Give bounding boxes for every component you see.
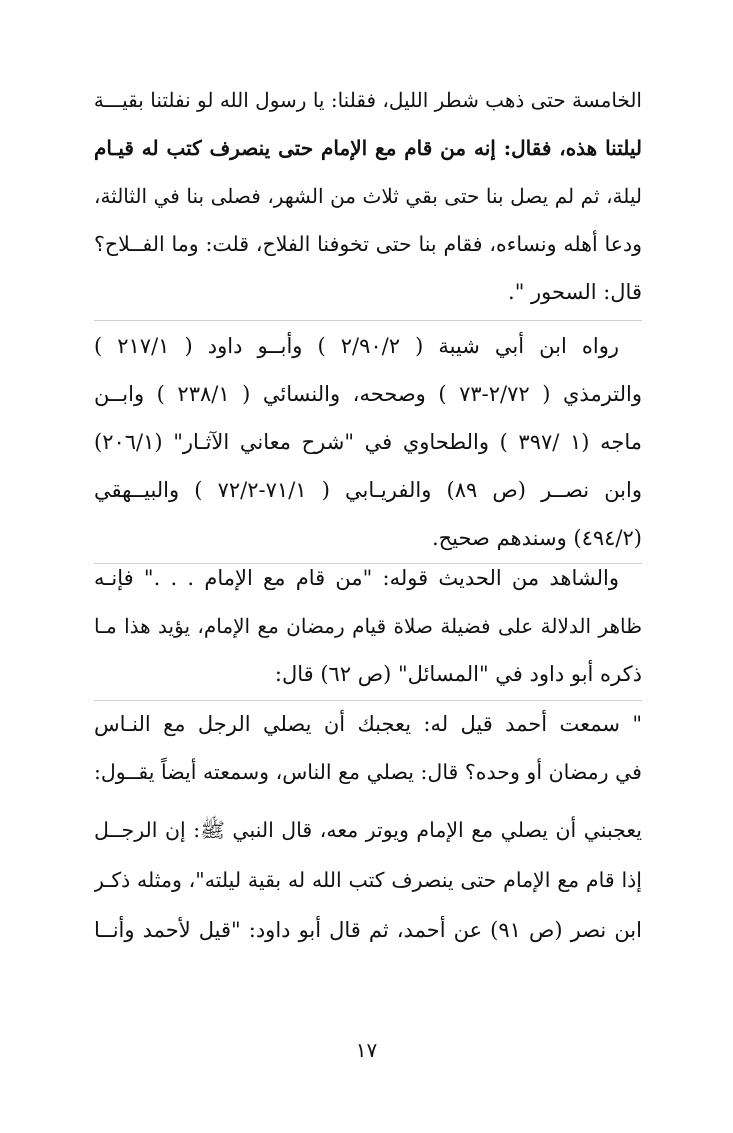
text-line: ذكره أبو داود في "المسائل" (ص ٦٢) قال: [274, 662, 642, 686]
text-line: الخامسة حتى ذهب شطر الليل، فقلنا: يا رسول الله لو نفلتنا بقيـــة [94, 88, 642, 112]
text-line: ليلتنا هذه، فقال: إنه من قام مع الإمام حتى ينصرف كتب له قيـام [94, 136, 642, 160]
text-line: " سمعت أحمد قيل له: يعجبك أن يصلي الرجل مع النـاس [94, 712, 642, 736]
text-line: ماجه (١ /٣٩٧ ) والطحاوي في "شرح معاني الآثـار" (٢٠٦/١) [94, 430, 642, 454]
text-line: والترمذي ( ٢/٧٢-٧٣ ) وصححه، والنسائي ( ٢٣٨/١ ) وابــن [94, 382, 642, 406]
text-line: في رمضان أو وحده؟ قال: يصلي مع الناس، وسمعته أيضاً يقــول: [94, 760, 642, 784]
text-line: قال: السحور ". [508, 280, 642, 304]
text-line: ظاهر الدلالة على فضيلة صلاة قيام رمضان مع الإمام، يؤيد هذا مـا [94, 614, 642, 638]
text-line: يعجبني أن يصلي مع الإمام ويوتر معه، قال النبي ﷺ: إن الرجــل [94, 818, 642, 842]
text-line: (٤٩٤/٢) وسندهم صحيح. [431, 526, 642, 550]
text-line: رواه ابن أبي شيبة ( ٢/٩٠/٢ ) وأبــو داود ( ٢١٧/١ ) [94, 334, 619, 358]
text-line: ليلة، ثم لم يصل بنا حتى بقي ثلاث من الشهر، فصلى بنا في الثالثة، [94, 184, 642, 208]
text-line: والشاهد من الحديث قوله: "من قام مع الإمام . . ." فإنـه [94, 566, 619, 590]
text-line: ابن نصر (ص ٩١) عن أحمد، ثم قال أبو داود: "قيل لأحمد وأنــا [94, 918, 642, 942]
text-line: إذا قام مع الإمام حتى ينصرف كتب الله له بقية ليلته"، ومثله ذكـر [94, 868, 642, 892]
text-line: وابن نصــر (ص ٨٩) والفريـابي ( ٧١/١-٧٢/٢ ) والبيــهقي [94, 478, 642, 502]
text-line: ودعا أهله ونساءه، فقام بنا حتى تخوفنا الفلاح، قلت: وما الفــلاح؟ [94, 232, 642, 256]
paragraph-divider [94, 320, 642, 321]
page-number: ١٧ [355, 1038, 378, 1062]
